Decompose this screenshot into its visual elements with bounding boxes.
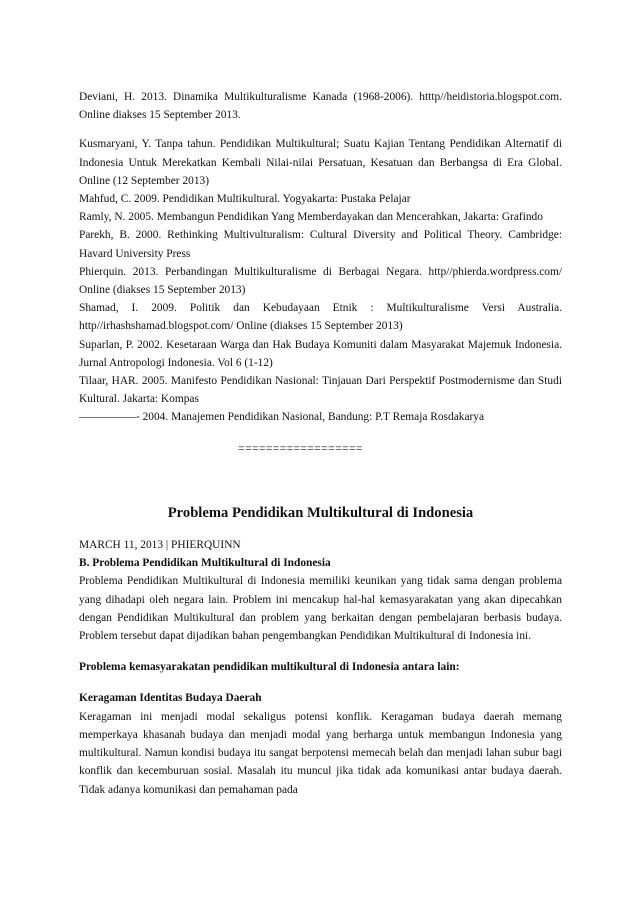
document-page	[79, 88, 562, 799]
reference-entry-mahfud: Mahfud, C. 2009. Pendidikan Multikultural. Yogyakarta: Pustaka Pelajar	[79, 193, 411, 206]
spacer	[79, 124, 562, 135]
article-intro-paragraph: Problema Pendidikan Multikultural di Indonesia memiliki keunikan yang tidak sama dengan problema yang dihadapi oleh negara lain. Problem ini mencakup hal-hal kemasyarakatan yang akan dipecahkan dengan Pendidikan Multikultural dan problem yang berkaitan dengan pembelajaran berbasis budaya. Problem tersebut dapat dijadikan bahan pengembangkan Pendidikan Multikultural di Indonesia ini.	[79, 575, 562, 643]
article-title: Problema Pendidikan Multikultural di Indonesia	[167, 504, 474, 521]
reference-entry-suparlan: Suparlan, P. 2002. Kesetaraan Warga dan Hak Budaya Komuniti dalam Masyarakat Majemuk Indonesia. Jurnal Antropologi Indonesia. Vol 6 (1-12)	[79, 338, 562, 369]
reference-entry-tilaar-2005: Tilaar, HAR. 2005. Manifesto Pendidikan Nasional: Tinjauan Dari Perspektif Postmodernisme dan Studi Kultural. Jakarta: Kompas	[79, 375, 562, 406]
article-meta: MARCH 11, 2013 | PHIERQUINN	[79, 539, 241, 552]
spacer	[79, 645, 562, 658]
reference-entry-deviani: Deviani, H. 2013. Dinamika Multikulturalisme Kanada (1968-2006). htttp//heidistoria.blogspot.com. Online diakses 15 September 2013.	[79, 91, 562, 122]
reference-entry-ramly: Ramly, N. 2005. Membangun Pendidikan Yang Memberdayakan dan Mencerahkan, Jakarta: Grafindo	[79, 211, 543, 224]
reference-entry-kusmaryani: Kusmaryani, Y. Tanpa tahun. Pendidikan Multikultural; Suatu Kajian Tentang Pendidikan Alternatif di Indonesia Untuk Merekatkan Kembali Nilai-nilai Persatuan, Kesatuan dan Berbangsa di Era Global. Online (12 September 2013)	[79, 138, 562, 187]
reference-list	[79, 88, 562, 427]
section-body-paragraph: Keragaman ini menjadi modal sekaligus potensi konflik. Keragaman budaya daerah memang memperkaya khasanah budaya dan menjadi modal yang berharga untuk membangun Indonesia yang multikultural. Namun kondisi budaya itu sangat berpotensi memecah belah dan menjadi lahan subur bagi konflik dan kecemburuan sosial. Masalah itu muncul jika tidak ada komunikasi antar budaya daerah. Tidak adanya komunikasi dan pemahaman pada	[79, 710, 562, 796]
article-subheading: B. Problema Pendidikan Multikultural di Indonesia	[79, 557, 331, 570]
problems-heading: Problema kemasyarakatan pendidikan multikultural di Indonesia antara lain:	[79, 661, 460, 674]
reference-entry-shamad: Shamad, I. 2009. Politik dan Kebudayaan Etnik : Multikulturalisme Versi Australia. http//irhashshamad.blogspot.com/ Online (diakses 15 September 2013)	[79, 302, 562, 333]
reference-entry-parekh: Parekh, B. 2000. Rethinking Multivulturalism: Cultural Diversity and Political Theory. Cambridge: Havard University Press	[79, 229, 562, 260]
spacer	[79, 676, 562, 689]
section-heading: Keragaman Identitas Budaya Daerah	[79, 692, 262, 705]
reference-entry-phierquin: Phierquin. 2013. Perbandingan Multikulturalisme di Berbagai Negara. http//phierda.wordpress.com/ Online (diakses 15 September 2013)	[79, 265, 562, 297]
reference-entry-tilaar-2004: —————- 2004. Manajemen Pendidikan Nasional, Bandung: P.T Remaja Rosdakarya	[79, 411, 485, 424]
section-separator: ==================	[238, 442, 363, 455]
